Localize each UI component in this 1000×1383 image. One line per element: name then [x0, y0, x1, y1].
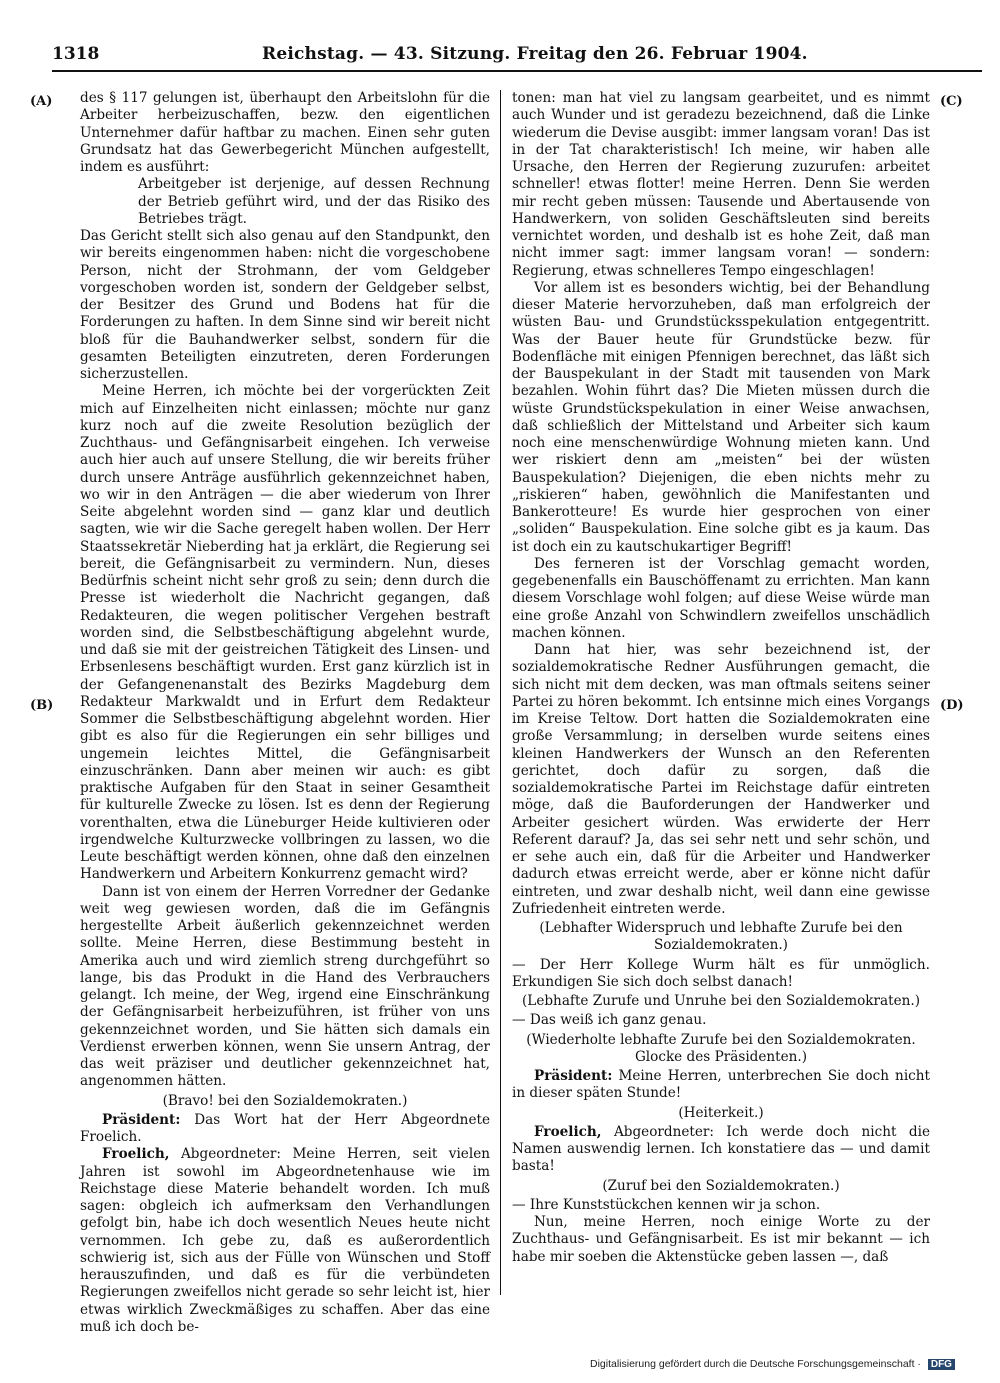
stage-direction: (Zuruf bei den Sozialdemokraten.) — [602, 1177, 840, 1194]
quotation: Arbeitgeber ist derjenige, auf dessen Rechnung der Betrieb geführt wird, und der das Risiko des Betriebes trägt. — [138, 176, 490, 227]
paragraph: Meine Herren, ich möchte bei der vorgerückten Zeit mich auf Einzelheiten nicht einlassen; möchte nur ganz kurz noch auf die zweite Resolution bezüglich der Zuchthaus- und Gefängnisarbeit eingehen. Ich verweise auch hier auch auf unsere Stellung, die wir bereits früher durch unsere Anträge ausführlich gekennzeichnet haben, wo wir in den Anträgen — die aber wiederum von Ihrer Seite abgelehnt worden sind — ganz klar und deutlich sagten, wie wir die Sache geregelt haben wollen. Der Herr Staatssekretär Nieberding hat ja erklärt, die Regierung sei bereit, die Gefängnisarbeit zu vermindern. Nun, dieses Bedürfnis scheint nicht sehr groß zu sein; denn durch die Presse ist wiederholt die Nachricht gegangen, daß Redakteuren, die wegen politischer Vergehen bestraft worden sind, die Selbstbeschäftigung abgelehnt wurde, und daß sie mit der geistreichen Tätigkeit des Linsen- und Erbsenlesens beschäftigt wurden. Erst ganz kürzlich ist in der Gefangenenanstalt des Bezirks Magdeburg dem Redakteur Markwaldt und in Erfurt dem Redakteur Sommer die Selbstbeschäftigung abgelehnt worden. Hier gibt es also für die Regierungen ein sehr billiges und ungemein leichtes Mittel, die Gefängnisarbeit einzuschränken. Dann aber meinen wir auch: es gibt praktische Aufgaben für den Staat in seiner Gesamtheit für kulturelle Zwecke zu lösen. Ist es denn der Regierung vorenthalten, etwa die Lüneburger Heide kultivieren oder irgendwelche Kulturzwecke vollbringen zu lassen, wo die Leute beschäftigt werden können, ohne daß den einzelnen Handwerkern und Arbeitern Konkurrenz gemacht wird? — [80, 383, 490, 883]
column-rule — [500, 90, 501, 1295]
header-rule — [52, 70, 982, 72]
running-title: Reichstag. — 43. Sitzung. Freitag den 26. Februar 1904. — [262, 44, 808, 64]
footer-text: Digitalisierung gefördert durch die Deutsche Forschungsgemeinschaft · — [590, 1358, 921, 1370]
page-header — [52, 44, 982, 68]
stage-direction: (Lebhafter Widerspruch und lebhafte Zurufe bei den Sozialdemokraten.) — [539, 920, 903, 954]
margin-mark-a: (A) — [30, 94, 53, 109]
paragraph: Das Gericht stellt sich also genau auf den Standpunkt, den wir bereits eingenommen haben: nicht die vorgeschobene Person, nicht der Strohmann, der vom Geldgeber vorgeschoben worden ist, sondern der Geldgeber selbst, der Besitzer des Grund und Bodens hat für die Forderungen zu haften. In dem Sinne sind wir bereit nicht bloß für die Bauhandwerker selbst, sondern für die gesamten Beteiligten einzutreten, deren Forderungen sicherzustellen. — [80, 228, 490, 382]
speech — [512, 1124, 930, 1176]
stage-direction: (Heiterkeit.) — [678, 1104, 764, 1121]
paragraph: Des ferneren ist der Vorschlag gemacht worden, gegebenenfalls ein Bauschöffenamt zu errichten. Man kann diesem Vorschlage wohl folgen; auf diese Weise würde man eine große Anzahl von Schwindlern zweifellos unschädlich machen können. — [512, 555, 930, 641]
speech — [512, 1068, 930, 1103]
paragraph: — Der Herr Kollege Wurm hält es für unmöglich. Erkundigen Sie sich doch selbst danach! — [512, 956, 930, 990]
paragraph: — Das weiß ich ganz genau. — [512, 1012, 707, 1029]
speech — [80, 1146, 490, 1336]
margin-mark-d: (D) — [940, 698, 964, 713]
paragraph: Dann hat hier, was sehr bezeichnend ist, der sozialdemokratische Redner Ausführungen gemacht, die sich nicht mit dem decken, was man oftmals seitens seiner Partei zu hören bekommt. Ich entsinne mich eines Vorgangs im Kreise Teltow. Dort hatten die Sozialdemokraten eine große Versammlung; in derselben wurde seitens eines kleinen Handwerkers der Wunsch an den Referenten gerichtet, doch dafür zu sorgen, daß die sozialdemokratische Partei im Reichstage dafür eintreten möge, daß die Bauforderungen der Handwerker und Arbeiter gesichert würden. Was erwiderte der Herr Referent darauf? Ja, das sei sehr nett und sehr schön, und er sehe auch ein, daß für die Arbeiter und Handwerker dadurch etwas erreicht werde, aber er könne nicht dafür eintreten, und zwar deshalb nicht, weil dann eine gewisse Zufriedenheit eintreten werde. — [512, 642, 930, 917]
right-column — [512, 90, 930, 1305]
paragraph: Vor allem ist es besonders wichtig, bei der Behandlung dieser Materie hervorzuheben, daß man erfolgreich der wüsten Bau- und Grundstücksspekulation entgegentritt. Was der Bauer heute für Grundstücke bezw. für Bodenfläche mit einigen Pfennigen berechnet, das läßt sich der Bauspekulant in der Stadt mit tausenden von Mark bezahlen. Wohin führt das? Die Mieten müssen durch die wüste Grundstückspekulation in einer Weise anwachsen, daß schließlich der Mittelstand und Arbeiter sich kaum noch eine menschenwürdige Wohnung mieten kann. Und wer riskiert denn am „meisten“ bei der wüsten Bauspekulation? Diejenigen, die eben nichts mehr zu „riskieren“ haben, gewöhnlich die Manifestanten und Bankerotteure! Es wurde hier gesprochen von einer „soliden“ Bauspekulation. Eine solche gibt es ja kaum. Das ist doch ein zu kautschukartiger Begriff! — [512, 279, 930, 555]
paragraph: Dann ist von einem der Herren Vorredner der Gedanke weit weg gewiesen worden, daß die im Gefängnis hergestellte Arbeit äußerlich gekennzeichnet werden sollte. Meine Herren, diese Bestimmung besteht in Amerika auch und wird ziemlich streng durchgeführt so lange, bis das Produkt in die Hand des Verbrauchers gelangt. Ich meine, der Weg, irgend eine Einschränkung der Gefängnisarbeit herbeizuführen, ist früher von uns gekennzeichnet worden, und Sie hätten sich damals ein Verdienst erwerben können, wenn Sie unsern Antrag, der das weit präziser und deutlicher gekennzeichnet hat, angenommen hätten. — [80, 883, 490, 1090]
paragraph: Nun, meine Herren, noch einige Worte zu der Zuchthaus- und Gefängnisarbeit. Es ist mir bekannt — ich habe mir soeben die Aktenstücke geben lassen —, daß — [512, 1214, 930, 1265]
speech-text: Abgeordneter: Ich werde doch nicht die Namen auswendig lernen. Ich konstatiere das — und damit basta! — [512, 1123, 930, 1175]
paragraph: — Ihre Kunststückchen kennen wir ja schon. — [512, 1196, 821, 1213]
speaker-label: Präsident: — [102, 1111, 181, 1128]
dfg-logo: DFG — [928, 1359, 955, 1370]
paragraph: des § 117 gelungen ist, überhaupt den Arbeitslohn für die Arbeiter herbeizuschaffen, bezw. den eigentlichen Unternehmer dafür haftbar zu machen. Einen sehr guten Grundsatz hat das Gewerbegericht München aufgestellt, indem es ausführt: — [80, 90, 490, 175]
paragraph: tonen: man hat viel zu langsam gearbeitet, und es nimmt auch Wunder und ist geradezu bezeichnend, daß die Linke wiederum die Devise ausgibt: immer langsam voran! Das ist in der Tat charakteristisch! Ich meine, wir haben alle Ursache, den Herren der Regierung zuzurufen: arbeitet schneller! etwas flotter! meine Herren. Denn Sie werden mir recht geben müssen: Tausende und Abertausende von Handwerkern, von soliden Geschäftsleuten sind bereits vernichtet worden, und deshalb ist es hohe Zeit, daß man nicht immer sagt: immer langsam voran! — sondern: Regierung, etwas schnelleres Tempo eingeschlagen! — [512, 90, 930, 279]
page-number: 1318 — [52, 44, 100, 64]
speaker-label: Froelich, — [102, 1146, 170, 1163]
speech — [80, 1112, 490, 1147]
stage-direction: (Wiederholte lebhafte Zurufe bei den Sozialdemokraten. Glocke des Präsidenten.) — [526, 1031, 916, 1065]
speech-text: Abgeordneter: Meine Herren, seit vielen Jahren ist sowohl im Abgeordnetenhause wie im Reichstage diese Materie behandelt worden. Ich muß sagen: obgleich ich aufmerksam den Verhandlungen gefolgt bin, habe ich doch wesentlich Neues heute nicht vernommen. Ich gebe zu, daß es außerordentlich schwierig ist, sich aus der Fülle von Wünschen und Stoff herauszufinden, und daß es für die verbündeten Regierungen zweifellos nicht gerade so sehr leicht ist, hier etwas wirklich Zweckmäßiges zu schaffen. Aber das eine muß ich doch be- — [80, 1146, 490, 1335]
speech-text: Das Wort hat der Herr Abgeordnete Froelich. — [80, 1111, 490, 1145]
stage-direction: (Lebhafte Zurufe und Unruhe bei den Sozialdemokraten.) — [521, 993, 920, 1009]
margin-mark-c: (C) — [940, 94, 963, 109]
footer — [590, 1358, 990, 1374]
speaker-label: Präsident: — [534, 1068, 613, 1084]
margin-mark-b: (B) — [30, 698, 54, 713]
speech-text: Meine Herren, unterbrechen Sie doch nicht in dieser späten Stunde! — [512, 1068, 930, 1102]
stage-direction: (Bravo! bei den Sozialdemokraten.) — [162, 1092, 408, 1109]
speaker-label: Froelich, — [534, 1123, 602, 1140]
left-column — [80, 90, 490, 1335]
